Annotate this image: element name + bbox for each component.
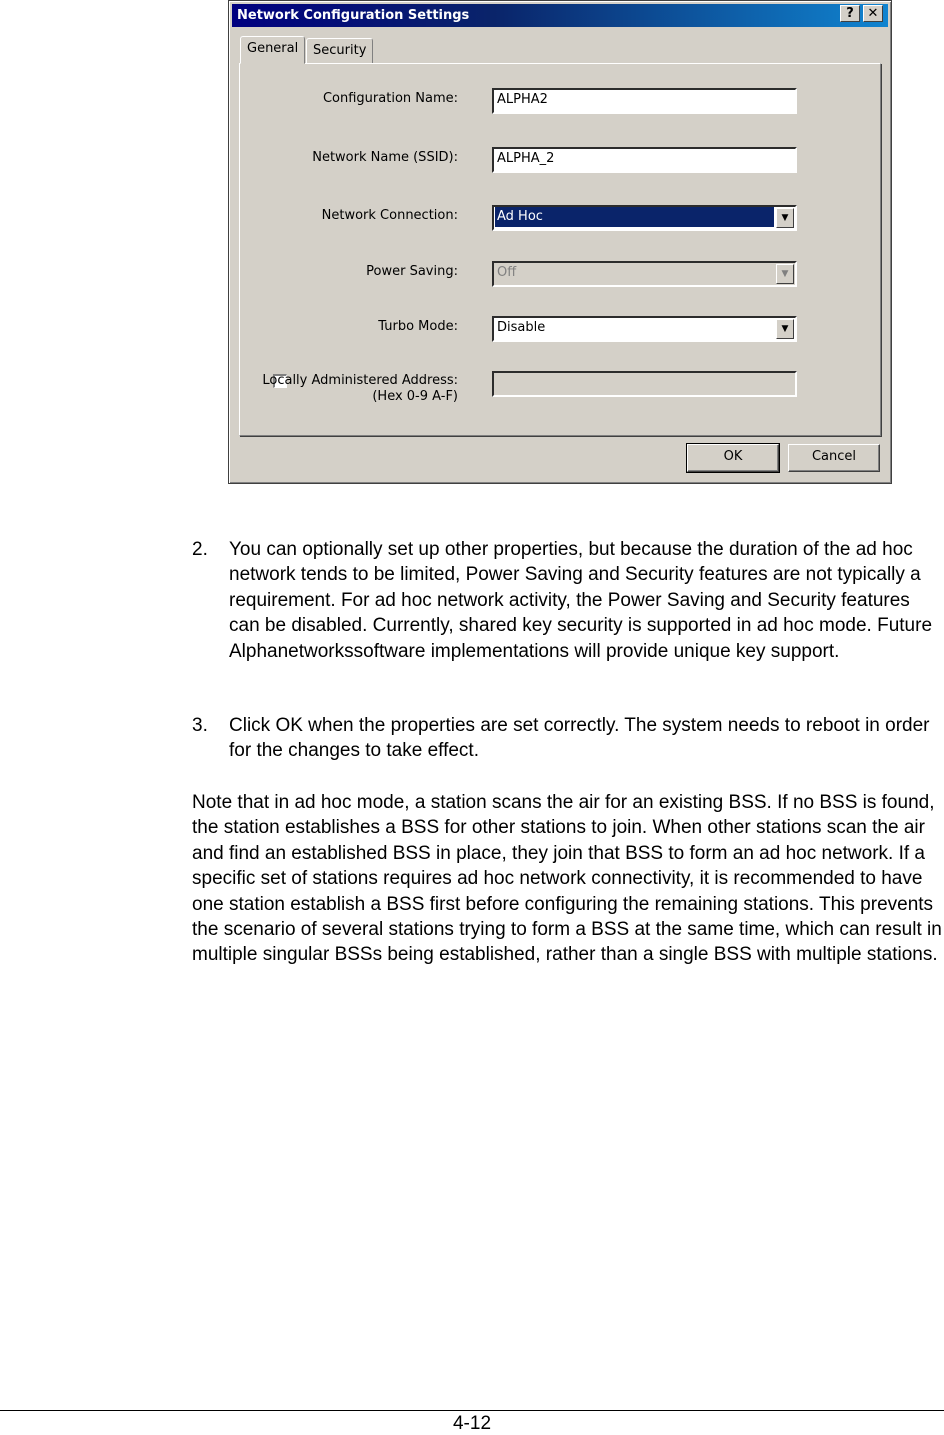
local-address-sublabel: (Hex 0-9 A-F) xyxy=(372,389,458,404)
local-address-label: Locally Administered Address: xyxy=(262,373,458,388)
network-config-dialog xyxy=(228,0,892,484)
footer-divider xyxy=(0,1410,944,1411)
chevron-down-icon[interactable]: ▼ xyxy=(776,208,794,228)
list-item-text: You can optionally set up other properties, but because the duration of the ad hoc network tends to be limited, Power Saving and Security features are not typically a requirement. For ad hoc network activity, the Power Saving and Security features can be disabled. Currently, shared key security is supported in ad hoc mode. Future Alphanetworkssoftware implementations will provide unique key support. xyxy=(229,539,933,662)
power-saving-value: Off xyxy=(497,265,517,280)
ssid-input[interactable] xyxy=(492,147,797,173)
power-saving-select[interactable] xyxy=(492,261,797,287)
ssid-label: Network Name (SSID): xyxy=(312,150,458,165)
list-item-number: 3. xyxy=(192,715,208,736)
page-number: 4-12 xyxy=(452,1413,492,1434)
note-paragraph: Note that in ad hoc mode, a station scans the air for an existing BSS. If no BSS is found, the station establishes a BSS for other stations to join. When other stations scan the air and find an established BSS in place, they join that BSS to form an ad hoc network. If a specific set of stations requires ad hoc network connectivity, it is recommended to have one station establish a BSS first before configuring the remaining stations. This prevents the scenario of several stations trying to form a BSS at the same time, which can result in multiple singular BSSs being established, rather than a single BSS with multiple stations. xyxy=(192,792,942,966)
tab-general[interactable]: General xyxy=(240,36,305,64)
dialog-title: Network Configuration Settings xyxy=(237,8,470,23)
turbo-mode-label: Turbo Mode: xyxy=(378,319,458,334)
power-saving-label: Power Saving: xyxy=(366,264,458,279)
ssid-value: ALPHA_2 xyxy=(497,151,555,166)
config-name-value: ALPHA2 xyxy=(497,92,548,107)
ok-button[interactable]: OK xyxy=(687,444,779,472)
help-button[interactable]: ? xyxy=(840,5,860,22)
list-item-text: Click OK when the properties are set correctly. The system needs to reboot in order for the changes to take effect. xyxy=(229,715,930,762)
list-item-number: 2. xyxy=(192,539,208,560)
config-name-input[interactable] xyxy=(492,88,797,114)
network-connection-select[interactable] xyxy=(492,205,797,231)
local-address-input[interactable] xyxy=(492,371,797,397)
chevron-down-icon[interactable]: ▼ xyxy=(776,319,794,339)
general-tab-panel xyxy=(239,63,881,436)
chevron-down-icon[interactable]: ▼ xyxy=(776,264,794,284)
close-button[interactable]: ✕ xyxy=(863,5,883,22)
turbo-mode-value: Disable xyxy=(497,320,546,335)
network-connection-value: Ad Hoc xyxy=(495,207,774,227)
config-name-label: Configuration Name: xyxy=(322,91,458,106)
tab-security[interactable]: Security xyxy=(306,38,373,63)
dialog-titlebar xyxy=(232,4,888,27)
turbo-mode-select[interactable] xyxy=(492,316,797,342)
cancel-button[interactable]: Cancel xyxy=(788,444,880,472)
network-connection-label: Network Connection: xyxy=(321,208,458,223)
